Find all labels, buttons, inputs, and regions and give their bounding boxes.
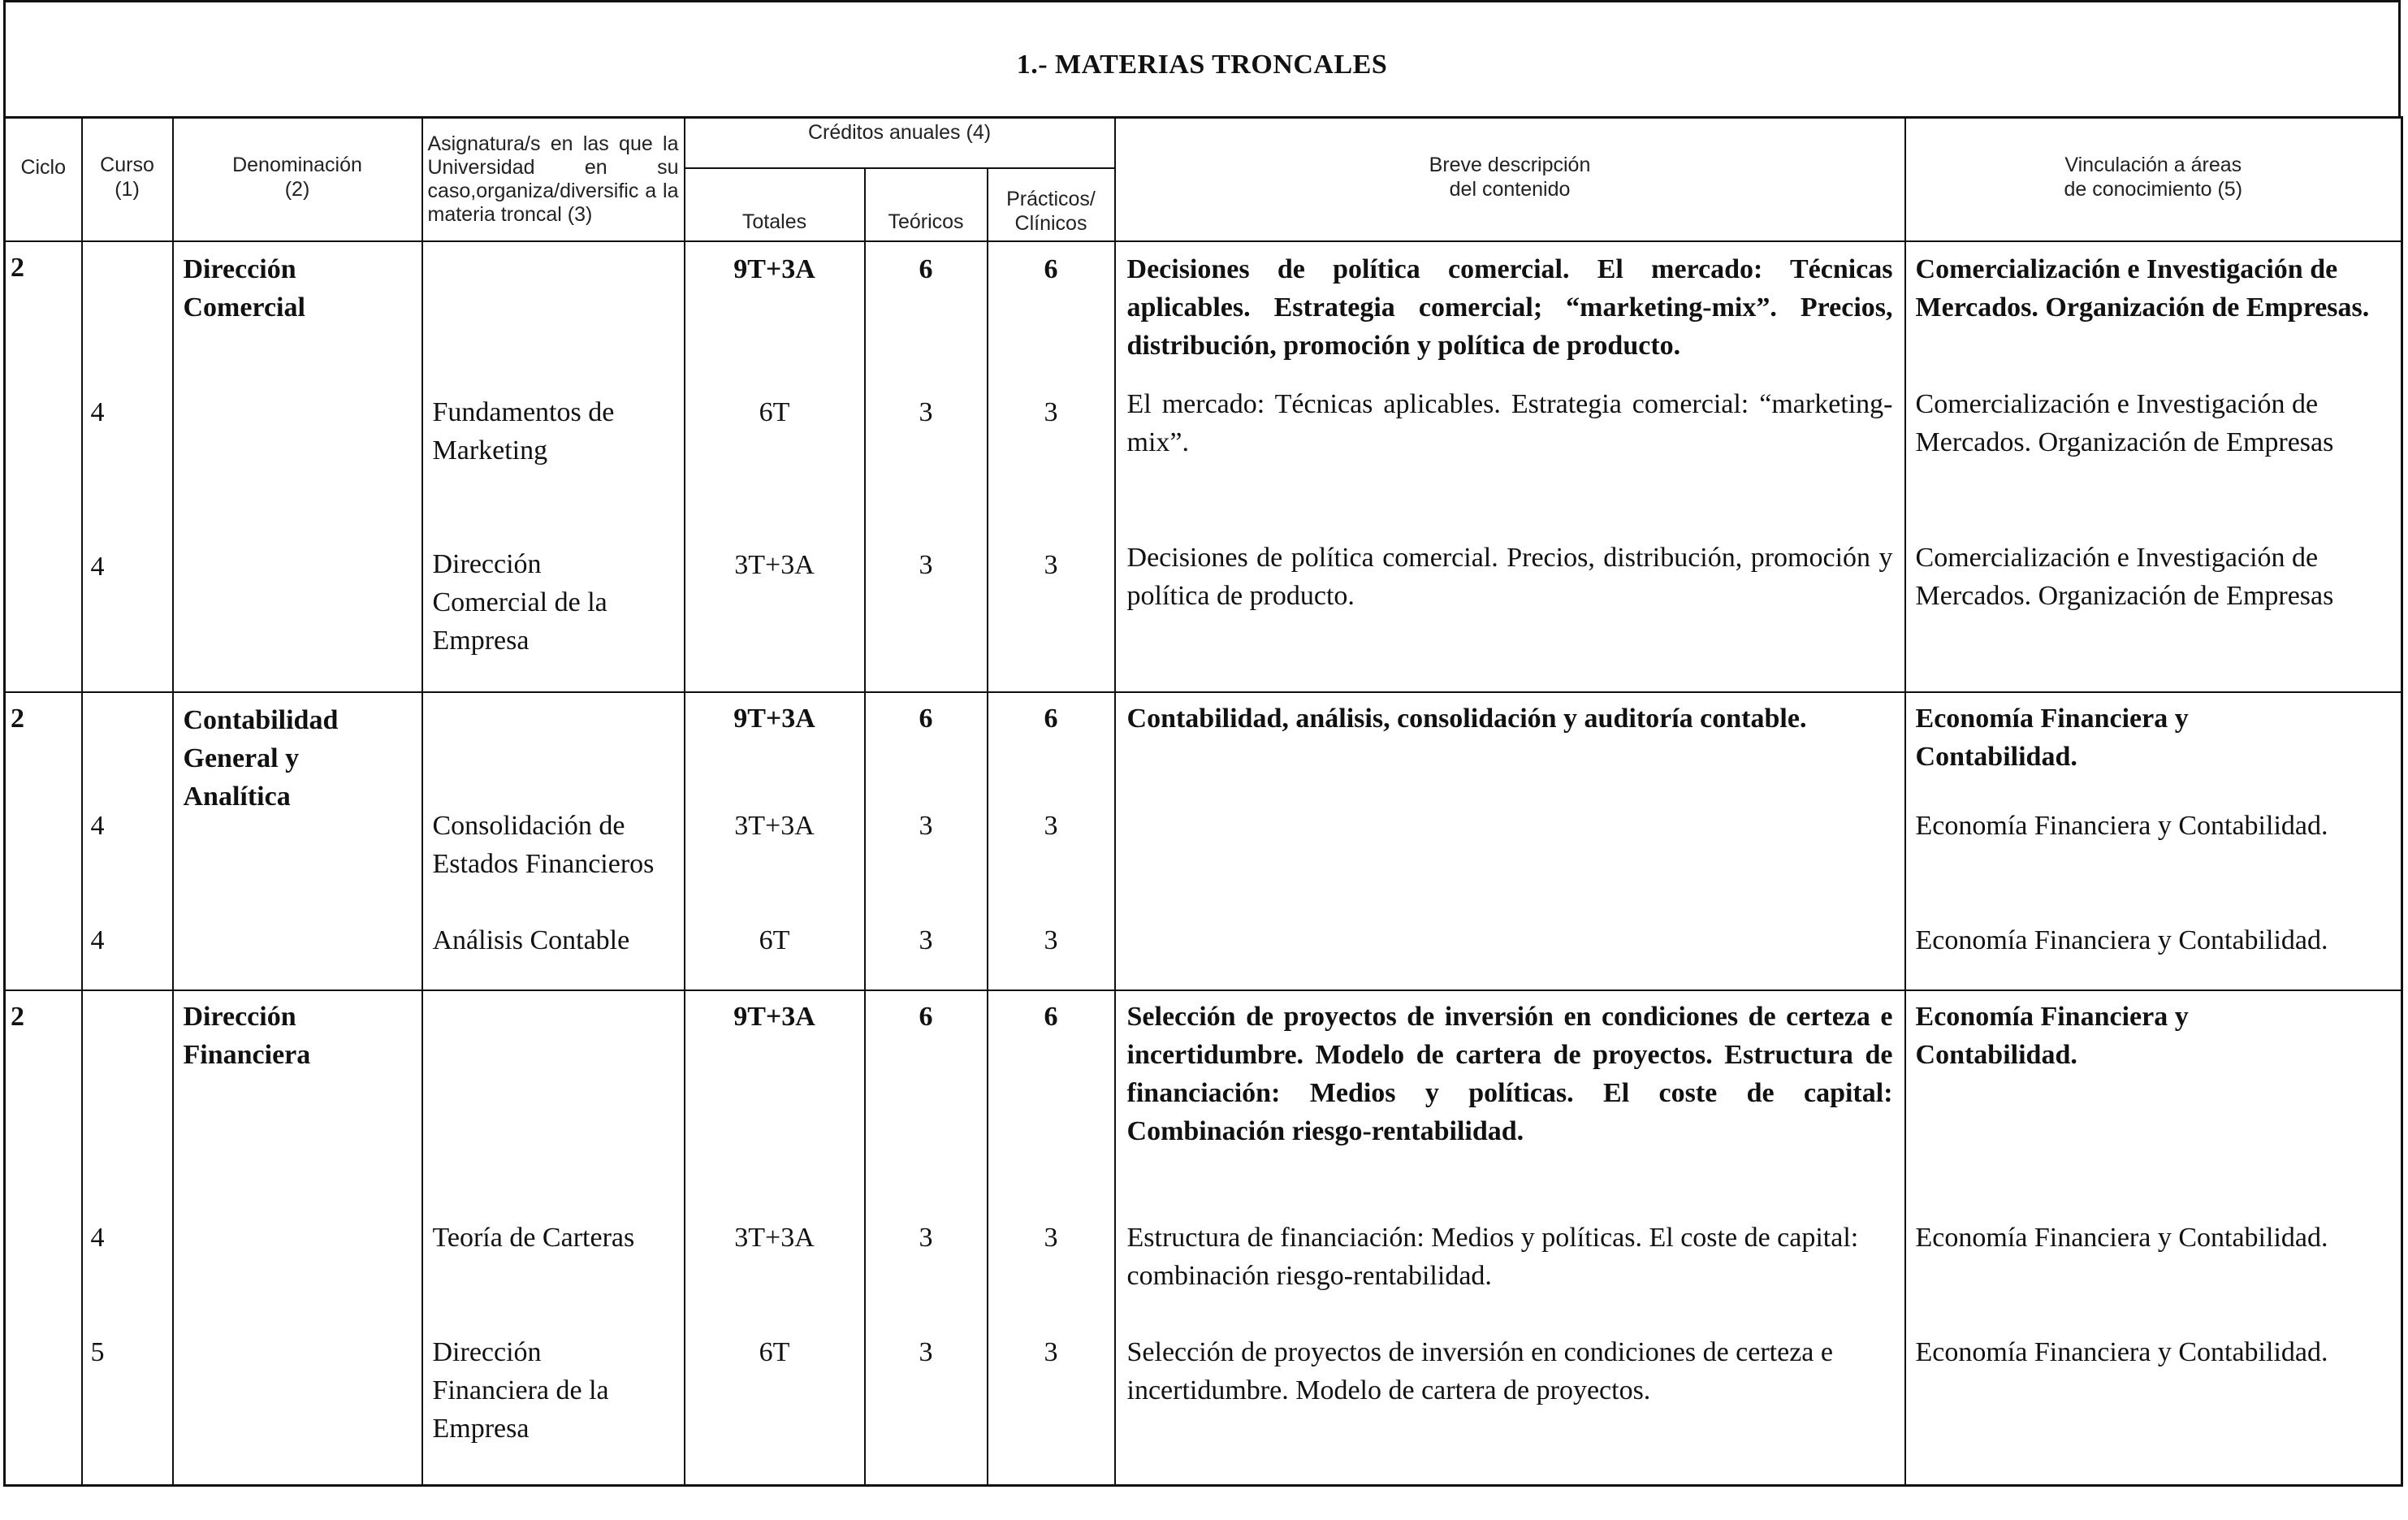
block-totales: 9T+3A 3T+3A 6T [685,692,865,990]
block-ciclo: 2 [5,241,82,692]
block-practicos: 6 3 3 [988,990,1115,1486]
block-curso: 4 5 [82,990,173,1486]
block-denominacion: Contabilidad General y Analítica [173,692,422,990]
block-teoricos: 6 3 3 [865,990,988,1486]
block-practicos: 6 3 3 [988,692,1115,990]
block-curso: 4 4 [82,692,173,990]
header-creditos: Créditos anuales (4) [685,118,1115,168]
block-teoricos: 6 3 3 [865,241,988,692]
block-curso: 4 4 [82,241,173,692]
header-ciclo: Ciclo [5,118,82,241]
block-vinculacion: Comercialización e Investigación de Mercados. Organización de Empresas. Comercialización e Investigación de Mercados. Organización de Empresas Comercialización e Investigación de Mercados. Organización de Empresas [1905,241,2402,692]
block-ciclo: 2 [5,692,82,990]
block-asignatura: Fundamentos de Marketing Dirección Comercial de la Empresa [422,241,685,692]
page-title: 1.- MATERIAS TRONCALES [1016,50,1388,80]
subjects-table [3,116,2403,1487]
header-denominacion: Denominación (2) [173,118,422,241]
block-denominacion: Dirección Financiera [173,990,422,1486]
block-totales: 9T+3A 6T 3T+3A [685,241,865,692]
block-descripcion: Decisiones de política comercial. El mercado: Técnicas aplicables. Estrategia comercial; “marketing-mix”. Precios, distribución, promoción y política de producto. El mercado: Técnicas aplicables. Estrategia comercial: “marketing-mix”. Decisiones de política comercial. Precios, distribución, promoción y política de producto. [1115,241,1905,692]
document-page [3,0,2404,1511]
block-asignatura: Teoría de Carteras Dirección Financiera de la Empresa [422,990,685,1486]
subject-block-direccion-financiera [5,990,2402,1486]
block-totales: 9T+3A 3T+3A 6T [685,990,865,1486]
header-row-1 [5,118,2402,168]
header-curso: Curso (1) [82,118,173,241]
header-asignatura: Asignatura/s en las que la Universidad en su caso,organiza/diversific a la materia troncal (3) [422,118,685,241]
header-teoricos: Teóricos [865,168,988,241]
block-denominacion: Dirección Comercial [173,241,422,692]
subject-block-contabilidad [5,692,2402,990]
header-descripcion: Breve descripción del contenido [1115,118,1905,241]
block-descripcion: Selección de proyectos de inversión en condiciones de certeza e incertidumbre. Modelo de cartera de proyectos. Estructura de financiación: Medios y políticas. El coste de capital: Combinación riesgo-rentabilidad. Estructura de financiación: Medios y políticas. El coste de capital: combinación riesgo-rentabilidad. Selección de proyectos de inversión en condiciones de certeza e incertidumbre. Modelo de cartera de proyectos. [1115,990,1905,1486]
block-vinculacion: Economía Financiera y Contabilidad. Economía Financiera y Contabilidad. Economía Financiera y Contabilidad. [1905,692,2402,990]
header-vinculacion: Vinculación a áreas de conocimiento (5) [1905,118,2402,241]
block-descripcion: Contabilidad, análisis, consolidación y auditoría contable. [1115,692,1905,990]
title-box [3,0,2401,119]
header-practicos: Prácticos/ Clínicos [988,168,1115,241]
block-ciclo: 2 [5,990,82,1486]
block-vinculacion: Economía Financiera y Contabilidad. Economía Financiera y Contabilidad. Economía Financiera y Contabilidad. [1905,990,2402,1486]
block-practicos: 6 3 3 [988,241,1115,692]
block-teoricos: 6 3 3 [865,692,988,990]
subject-block-direccion-comercial [5,241,2402,692]
header-totales: Totales [685,168,865,241]
block-asignatura: Consolidación de Estados Financieros Análisis Contable [422,692,685,990]
